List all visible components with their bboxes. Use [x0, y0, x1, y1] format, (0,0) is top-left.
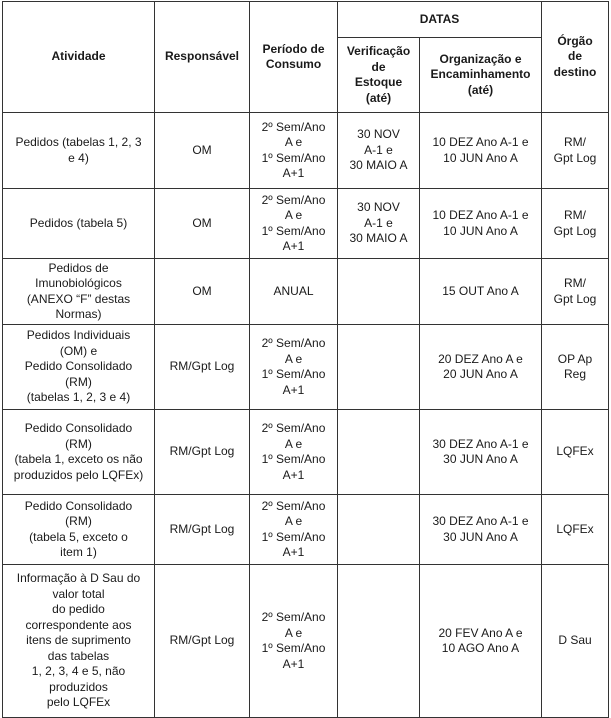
cell-verificacao — [338, 495, 420, 565]
schedule-table — [2, 1, 609, 718]
table-row — [3, 325, 609, 410]
table-header — [3, 2, 609, 113]
cell-orgao: LQFEx — [542, 495, 609, 565]
cell-periodo: 2º Sem/Ano A e 1º Sem/Ano A+1 — [250, 410, 338, 495]
header-organizacao: Organização e Encaminhamento (até) — [420, 38, 542, 113]
cell-responsavel: RM/Gpt Log — [155, 565, 250, 718]
cell-organizacao: 10 DEZ Ano A-1 e 10 JUN Ano A — [420, 189, 542, 259]
table-body — [3, 113, 609, 718]
cell-verificacao — [338, 259, 420, 325]
cell-verificacao — [338, 325, 420, 410]
header-orgao: Órgão de destino — [542, 2, 609, 113]
cell-verificacao: 30 NOV A-1 e 30 MAIO A — [338, 113, 420, 189]
cell-responsavel: OM — [155, 113, 250, 189]
cell-atividade: Pedidos (tabela 5) — [3, 189, 155, 259]
table-row — [3, 565, 609, 718]
cell-atividade: Pedidos (tabelas 1, 2, 3 e 4) — [3, 113, 155, 189]
cell-organizacao: 30 DEZ Ano A-1 e 30 JUN Ano A — [420, 410, 542, 495]
cell-verificacao: 30 NOV A-1 e 30 MAIO A — [338, 189, 420, 259]
cell-organizacao: 10 DEZ Ano A-1 e 10 JUN Ano A — [420, 113, 542, 189]
table-row — [3, 410, 609, 495]
cell-organizacao: 15 OUT Ano A — [420, 259, 542, 325]
cell-organizacao: 20 FEV Ano A e 10 AGO Ano A — [420, 565, 542, 718]
cell-responsavel: RM/Gpt Log — [155, 410, 250, 495]
cell-orgao: D Sau — [542, 565, 609, 718]
cell-periodo: ANUAL — [250, 259, 338, 325]
table-row — [3, 113, 609, 189]
cell-responsavel: OM — [155, 259, 250, 325]
cell-periodo: 2º Sem/Ano A e 1º Sem/Ano A+1 — [250, 565, 338, 718]
header-row — [3, 2, 609, 38]
cell-atividade: Informação à D Sau do valor total do pedido correspondente aos itens de suprimento das tabelas 1, 2, 3, 4 e 5, não produzidos pelo LQFEx — [3, 565, 155, 718]
header-atividade: Atividade — [3, 2, 155, 113]
header-periodo: Período de Consumo — [250, 2, 338, 113]
cell-orgao: RM/ Gpt Log — [542, 189, 609, 259]
cell-atividade: Pedido Consolidado (RM) (tabela 1, exceto os não produzidos pelo LQFEx) — [3, 410, 155, 495]
table-row — [3, 259, 609, 325]
cell-organizacao: 30 DEZ Ano A-1 e 30 JUN Ano A — [420, 495, 542, 565]
header-verificacao: Verificação de Estoque (até) — [338, 38, 420, 113]
cell-verificacao — [338, 565, 420, 718]
table-row — [3, 189, 609, 259]
cell-responsavel: RM/Gpt Log — [155, 325, 250, 410]
cell-orgao: RM/ Gpt Log — [542, 259, 609, 325]
cell-orgao: LQFEx — [542, 410, 609, 495]
cell-orgao: OP Ap Reg — [542, 325, 609, 410]
cell-atividade: Pedido Consolidado (RM) (tabela 5, exceto o item 1) — [3, 495, 155, 565]
cell-atividade: Pedidos de Imunobiológicos (ANEXO “F” destas Normas) — [3, 259, 155, 325]
cell-verificacao — [338, 410, 420, 495]
cell-periodo: 2º Sem/Ano A e 1º Sem/Ano A+1 — [250, 325, 338, 410]
cell-responsavel: OM — [155, 189, 250, 259]
cell-responsavel: RM/Gpt Log — [155, 495, 250, 565]
cell-periodo: 2º Sem/Ano A e 1º Sem/Ano A+1 — [250, 113, 338, 189]
cell-organizacao: 20 DEZ Ano A e 20 JUN Ano A — [420, 325, 542, 410]
cell-atividade: Pedidos Individuais (OM) e Pedido Consolidado (RM) (tabelas 1, 2, 3 e 4) — [3, 325, 155, 410]
header-responsavel: Responsável — [155, 2, 250, 113]
table-row — [3, 495, 609, 565]
cell-periodo: 2º Sem/Ano A e 1º Sem/Ano A+1 — [250, 495, 338, 565]
cell-periodo: 2º Sem/Ano A e 1º Sem/Ano A+1 — [250, 189, 338, 259]
cell-orgao: RM/ Gpt Log — [542, 113, 609, 189]
header-datas: DATAS — [338, 2, 542, 38]
